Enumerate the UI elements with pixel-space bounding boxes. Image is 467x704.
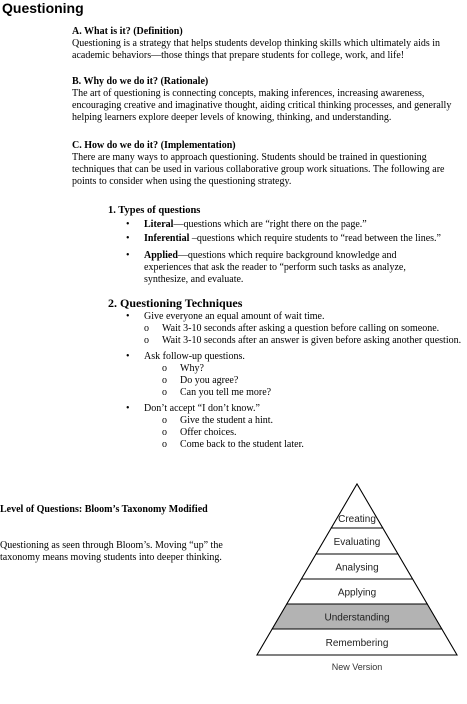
page-title: Questioning (2, 0, 84, 16)
technique-subtext: Why? (180, 363, 204, 374)
section-rationale (72, 76, 464, 124)
section-rationale-heading: B. Why do we do it? (Rationale) (72, 76, 209, 87)
technique-subitem (144, 335, 464, 347)
circle-bullet-icon: o (162, 427, 167, 438)
type-term: Inferential (144, 233, 190, 244)
technique-text: Ask follow-up questions. (144, 351, 245, 362)
bloom-heading: Level of Questions: Bloom’s Taxonomy Modified (0, 504, 208, 515)
type-desc: —questions which are “right there on the page.” (173, 219, 367, 230)
technique-subtext: Offer choices. (180, 427, 237, 438)
circle-bullet-icon: o (144, 335, 149, 346)
section-definition-heading: A. What is it? (Definition) (72, 26, 183, 37)
pyramid-level-label: Understanding (324, 612, 390, 624)
section-implementation-text: There are many ways to approach questioning. Students should be trained in questioning techniques that can be used in various collaborative group work situations. The following are points to consider when using the questioning strategy. (72, 152, 445, 187)
technique-item (126, 351, 464, 363)
technique-subitem (144, 323, 464, 335)
circle-bullet-icon: o (162, 363, 167, 374)
type-item-literal (126, 219, 444, 231)
technique-item (126, 403, 464, 415)
pyramid-level-label: Analysing (335, 562, 379, 574)
type-item-applied (126, 250, 444, 286)
technique-subtext: Give the student a hint. (180, 415, 274, 426)
section-definition-text: Questioning is a strategy that helps students develop thinking skills which ultimately aids in academic behaviors—those things that prepare students for college, work, and life! (72, 38, 441, 61)
pyramid-caption: New Version (331, 662, 383, 672)
type-term: Applied (144, 250, 178, 261)
bullet-icon: • (126, 219, 130, 230)
pyramid-level-label: Evaluating (333, 537, 381, 548)
technique-subitem (162, 415, 464, 427)
technique-subitem (162, 427, 464, 439)
type-term: Literal (144, 219, 174, 230)
technique-text: Give everyone an equal amount of wait time. (144, 311, 325, 322)
section-definition (72, 26, 464, 62)
bullet-icon: • (126, 250, 130, 261)
circle-bullet-icon: o (162, 439, 167, 450)
type-desc: —questions which require background knowledge and experiences that ask the reader to “perform such tasks as analyze, synthesize, and evaluate. (144, 250, 406, 285)
circle-bullet-icon: o (162, 375, 167, 386)
section-implementation (72, 140, 464, 188)
circle-bullet-icon: o (162, 387, 167, 398)
technique-subtext: Can you tell me more? (180, 387, 272, 398)
techniques-list (126, 311, 464, 451)
techniques-heading: 2. Questioning Techniques (108, 296, 243, 310)
bloom-text: Questioning as seen through Bloom’s. Moving “up” the taxonomy means moving students into deeper thinking. (0, 540, 223, 563)
technique-subitem (162, 375, 464, 387)
bullet-icon: • (126, 351, 130, 362)
types-list (126, 219, 444, 286)
technique-subtext: Come back to the student later. (180, 439, 304, 450)
technique-subtext: Wait 3-10 seconds after an answer is given before asking another question. (162, 335, 462, 346)
pyramid-level-label: Remembering (325, 638, 389, 649)
bullet-icon: • (126, 233, 130, 244)
technique-subtext: Do you agree? (180, 375, 239, 386)
section-implementation-heading: C. How do we do it? (Implementation) (72, 140, 236, 151)
technique-subitem (162, 439, 464, 451)
technique-text: Don’t accept “I don’t know.” (144, 403, 260, 414)
pyramid-level-label: Creating (338, 514, 376, 525)
technique-item (126, 311, 464, 323)
circle-bullet-icon: o (144, 323, 149, 334)
technique-subtext: Wait 3-10 seconds after asking a question before calling on someone. (162, 323, 440, 334)
bullet-icon: • (126, 311, 130, 322)
section-rationale-text: The art of questioning is connecting concepts, making inferences, increasing awareness, encouraging creative and imaginative thought, aiding critical thinking processes, and generally helping learners explore deeper levels of knowing, thinking, and understanding. (72, 88, 452, 123)
bullet-icon: • (126, 403, 130, 414)
circle-bullet-icon: o (162, 415, 167, 426)
pyramid-level-label: Applying (337, 587, 377, 599)
types-heading: 1. Types of questions (108, 205, 201, 216)
type-desc: –questions which require students to “read between the lines.” (189, 233, 441, 244)
type-item-inferential (126, 233, 444, 245)
bloom-pyramid (255, 480, 460, 675)
technique-subitem (162, 363, 464, 375)
technique-subitem (162, 387, 464, 399)
